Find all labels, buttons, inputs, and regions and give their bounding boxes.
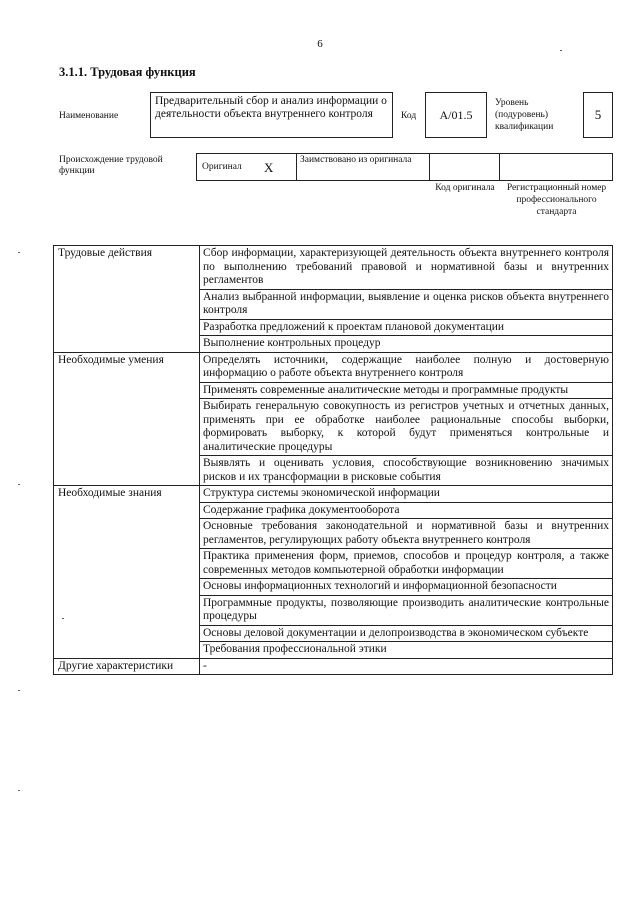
function-name-box: Предварительный сбор и анализ информации о деятельности объекта внутреннего контроля (150, 92, 393, 138)
reg-number-label: Регистрационный номер профессионального стандарта (506, 183, 607, 217)
item-cell: Применять современные аналитические методы и программные продукты (200, 382, 613, 399)
item-cell: Выявлять и оценивать условия, способствующие возникновению значимых рисков и их трансформации в рисковые события (200, 456, 613, 486)
table-row (54, 658, 613, 675)
item-cell: Анализ выбранной информации, выявление и оценка рисков объекта внутреннего контроля (200, 289, 613, 319)
table-row (54, 352, 613, 382)
scan-mark (18, 484, 20, 485)
item-cell: Содержание графика документооборота (200, 502, 613, 519)
table-row (54, 486, 613, 503)
code-label: Код (401, 111, 417, 121)
item-cell: Основные требования законодательной и нормативной базы и внутренних регламентов, регулирующих работу объекта внутреннего контроля (200, 519, 613, 549)
original-mark: X (264, 160, 274, 175)
scan-mark (560, 50, 562, 51)
origin-original-cell (197, 154, 297, 180)
table-row (54, 246, 613, 290)
borrowed-label: Заимствовано из оригинала (300, 155, 412, 165)
level-box: 5 (583, 92, 613, 138)
item-cell: Структура системы экономической информации (200, 486, 613, 503)
scan-mark (62, 618, 64, 619)
category-cell: Другие характеристики (54, 658, 200, 675)
item-cell: Основы информационных технологий и информационной безопасности (200, 579, 613, 596)
item-cell: - (200, 658, 613, 675)
item-cell: Требования профессиональной этики (200, 642, 613, 659)
name-label: Наименование (59, 111, 119, 121)
scan-mark (18, 690, 20, 691)
page-number: 6 (317, 38, 323, 50)
category-cell: Трудовые действия (54, 246, 200, 353)
item-cell: Сбор информации, характеризующей деятельность объекта внутреннего контроля по выполнению требований правовой и нормативной базы и внутренних регламентов (200, 246, 613, 290)
item-cell: Разработка предложений к проектам плановой документации (200, 319, 613, 336)
original-label: Оригинал (202, 162, 242, 172)
code-original-label: Код оригинала (435, 183, 495, 193)
category-cell: Необходимые знания (54, 486, 200, 659)
scan-mark (18, 790, 20, 791)
origin-code-cell (430, 154, 500, 180)
scan-mark (18, 252, 20, 253)
item-cell: Выполнение контрольных процедур (200, 336, 613, 353)
origin-borrowed-cell (297, 154, 430, 180)
item-cell: Определять источники, содержащие наиболее полную и достоверную информацию о работе объекта внутреннего контроля (200, 352, 613, 382)
level-label: Уровень (подуровень) квалификации (495, 98, 554, 132)
item-cell: Программные продукты, позволяющие производить аналитические контрольные процедуры (200, 595, 613, 625)
item-cell: Основы деловой документации и делопроизводства в экономическом субъекте (200, 625, 613, 642)
origin-label: Происхождение трудовой функции (59, 155, 163, 176)
function-table (53, 245, 613, 675)
category-cell: Необходимые умения (54, 352, 200, 486)
code-box: A/01.5 (425, 92, 487, 138)
section-title: 3.1.1. Трудовая функция (59, 65, 196, 79)
item-cell: Практика применения форм, приемов, способов и процедур контроля, а также современных методов компьютерной обработки информации (200, 549, 613, 579)
item-cell: Выбирать генеральную совокупность из регистров учетных и отчетных данных, применять при ее обработке наиболее рациональные способы выборки, формировать выборку, к которой будут применяться контрольные и аналитические процедуры (200, 399, 613, 456)
origin-table (196, 153, 613, 181)
